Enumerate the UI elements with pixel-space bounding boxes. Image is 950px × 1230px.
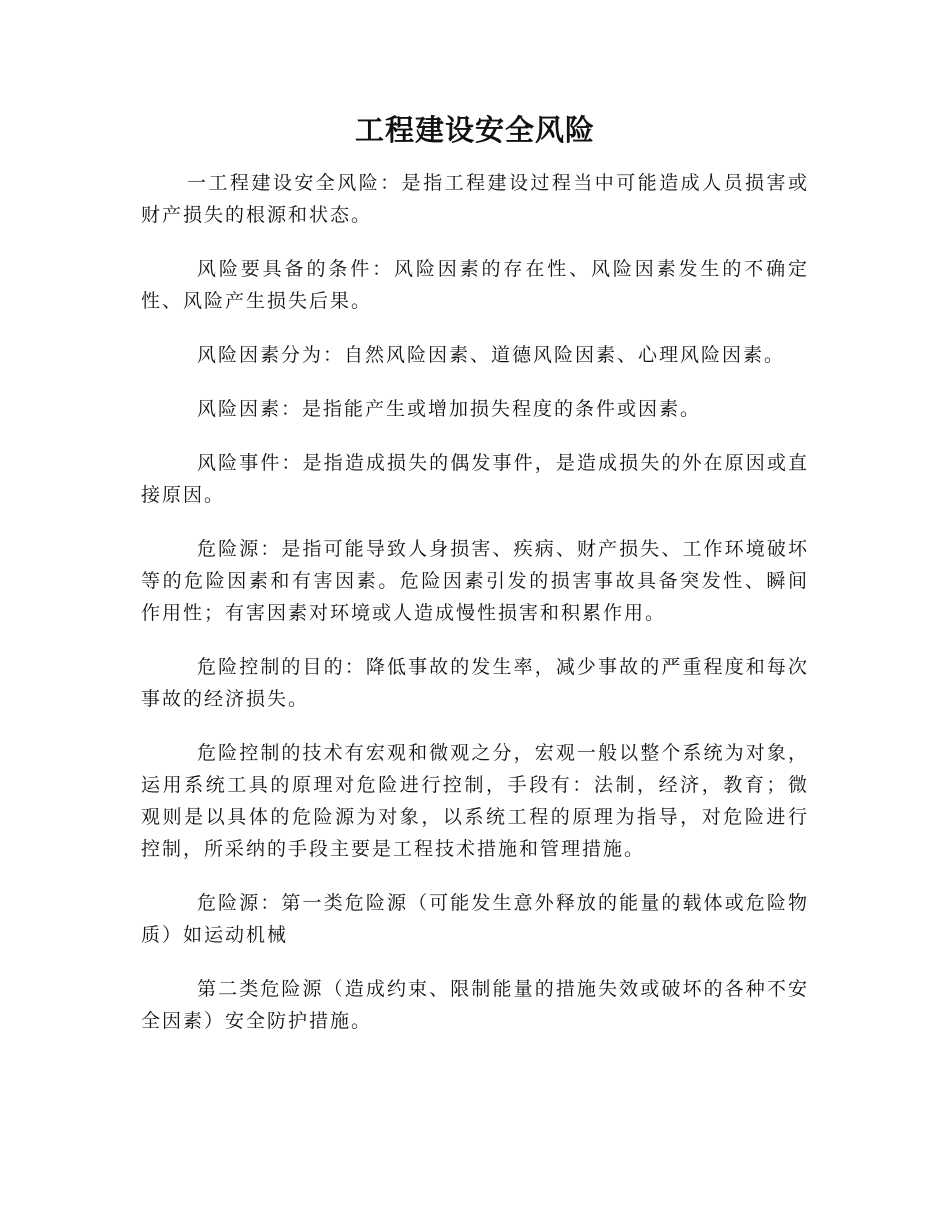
paragraph-control-purpose: 危险控制的目的：降低事故的发生率，减少事故的严重程度和每次事故的经济损失。 (141, 656, 809, 710)
paragraph-factor-types: 风险因素分为：自然风险因素、道德风险因素、心理风险因素。 (197, 344, 786, 366)
paragraph-second-class-hazard: 第二类危险源（造成约束、限制能量的措施失效或破坏的各种不安全因素）安全防护措施。 (141, 978, 809, 1032)
paragraph-first-class-hazard: 危险源：第一类危险源（可能发生意外释放的能量的载体或危险物质）如运动机械 (141, 892, 809, 946)
paragraph-risk-factor: 风险因素：是指能产生或增加损失程度的条件或因素。 (197, 398, 702, 420)
paragraph-hazard-source: 危险源：是指可能导致人身损害、疾病、财产损失、工作环境破坏等的危险因素和有害因素。危险因素引发的损害事故具备突发性、瞬间作用性；有害因素对环境或人造成慢性损害和积累作用。 (141, 538, 809, 624)
paragraph-definition: 一工程建设安全风险：是指工程建设过程当中可能造成人员损害或财产损失的根源和状态。 (141, 172, 809, 226)
paragraph-risk-event: 风险事件：是指造成损失的偶发事件，是造成损失的外在原因或直接原因。 (141, 452, 809, 506)
paragraph-control-techniques: 危险控制的技术有宏观和微观之分，宏观一般以整个系统为对象，运用系统工具的原理对危险进行控制，手段有：法制，经济，教育；微观则是以具体的危险源为对象，以系统工程的原理为指导，对危险进行控制，所采纳的手段主要是工程技术措施和管理措施。 (141, 742, 809, 860)
paragraph-conditions: 风险要具备的条件：风险因素的存在性、风险因素发生的不确定性、风险产生损失后果。 (141, 258, 809, 312)
document-body (141, 167, 809, 1059)
document-title: 工程建设安全风险 (354, 113, 595, 147)
